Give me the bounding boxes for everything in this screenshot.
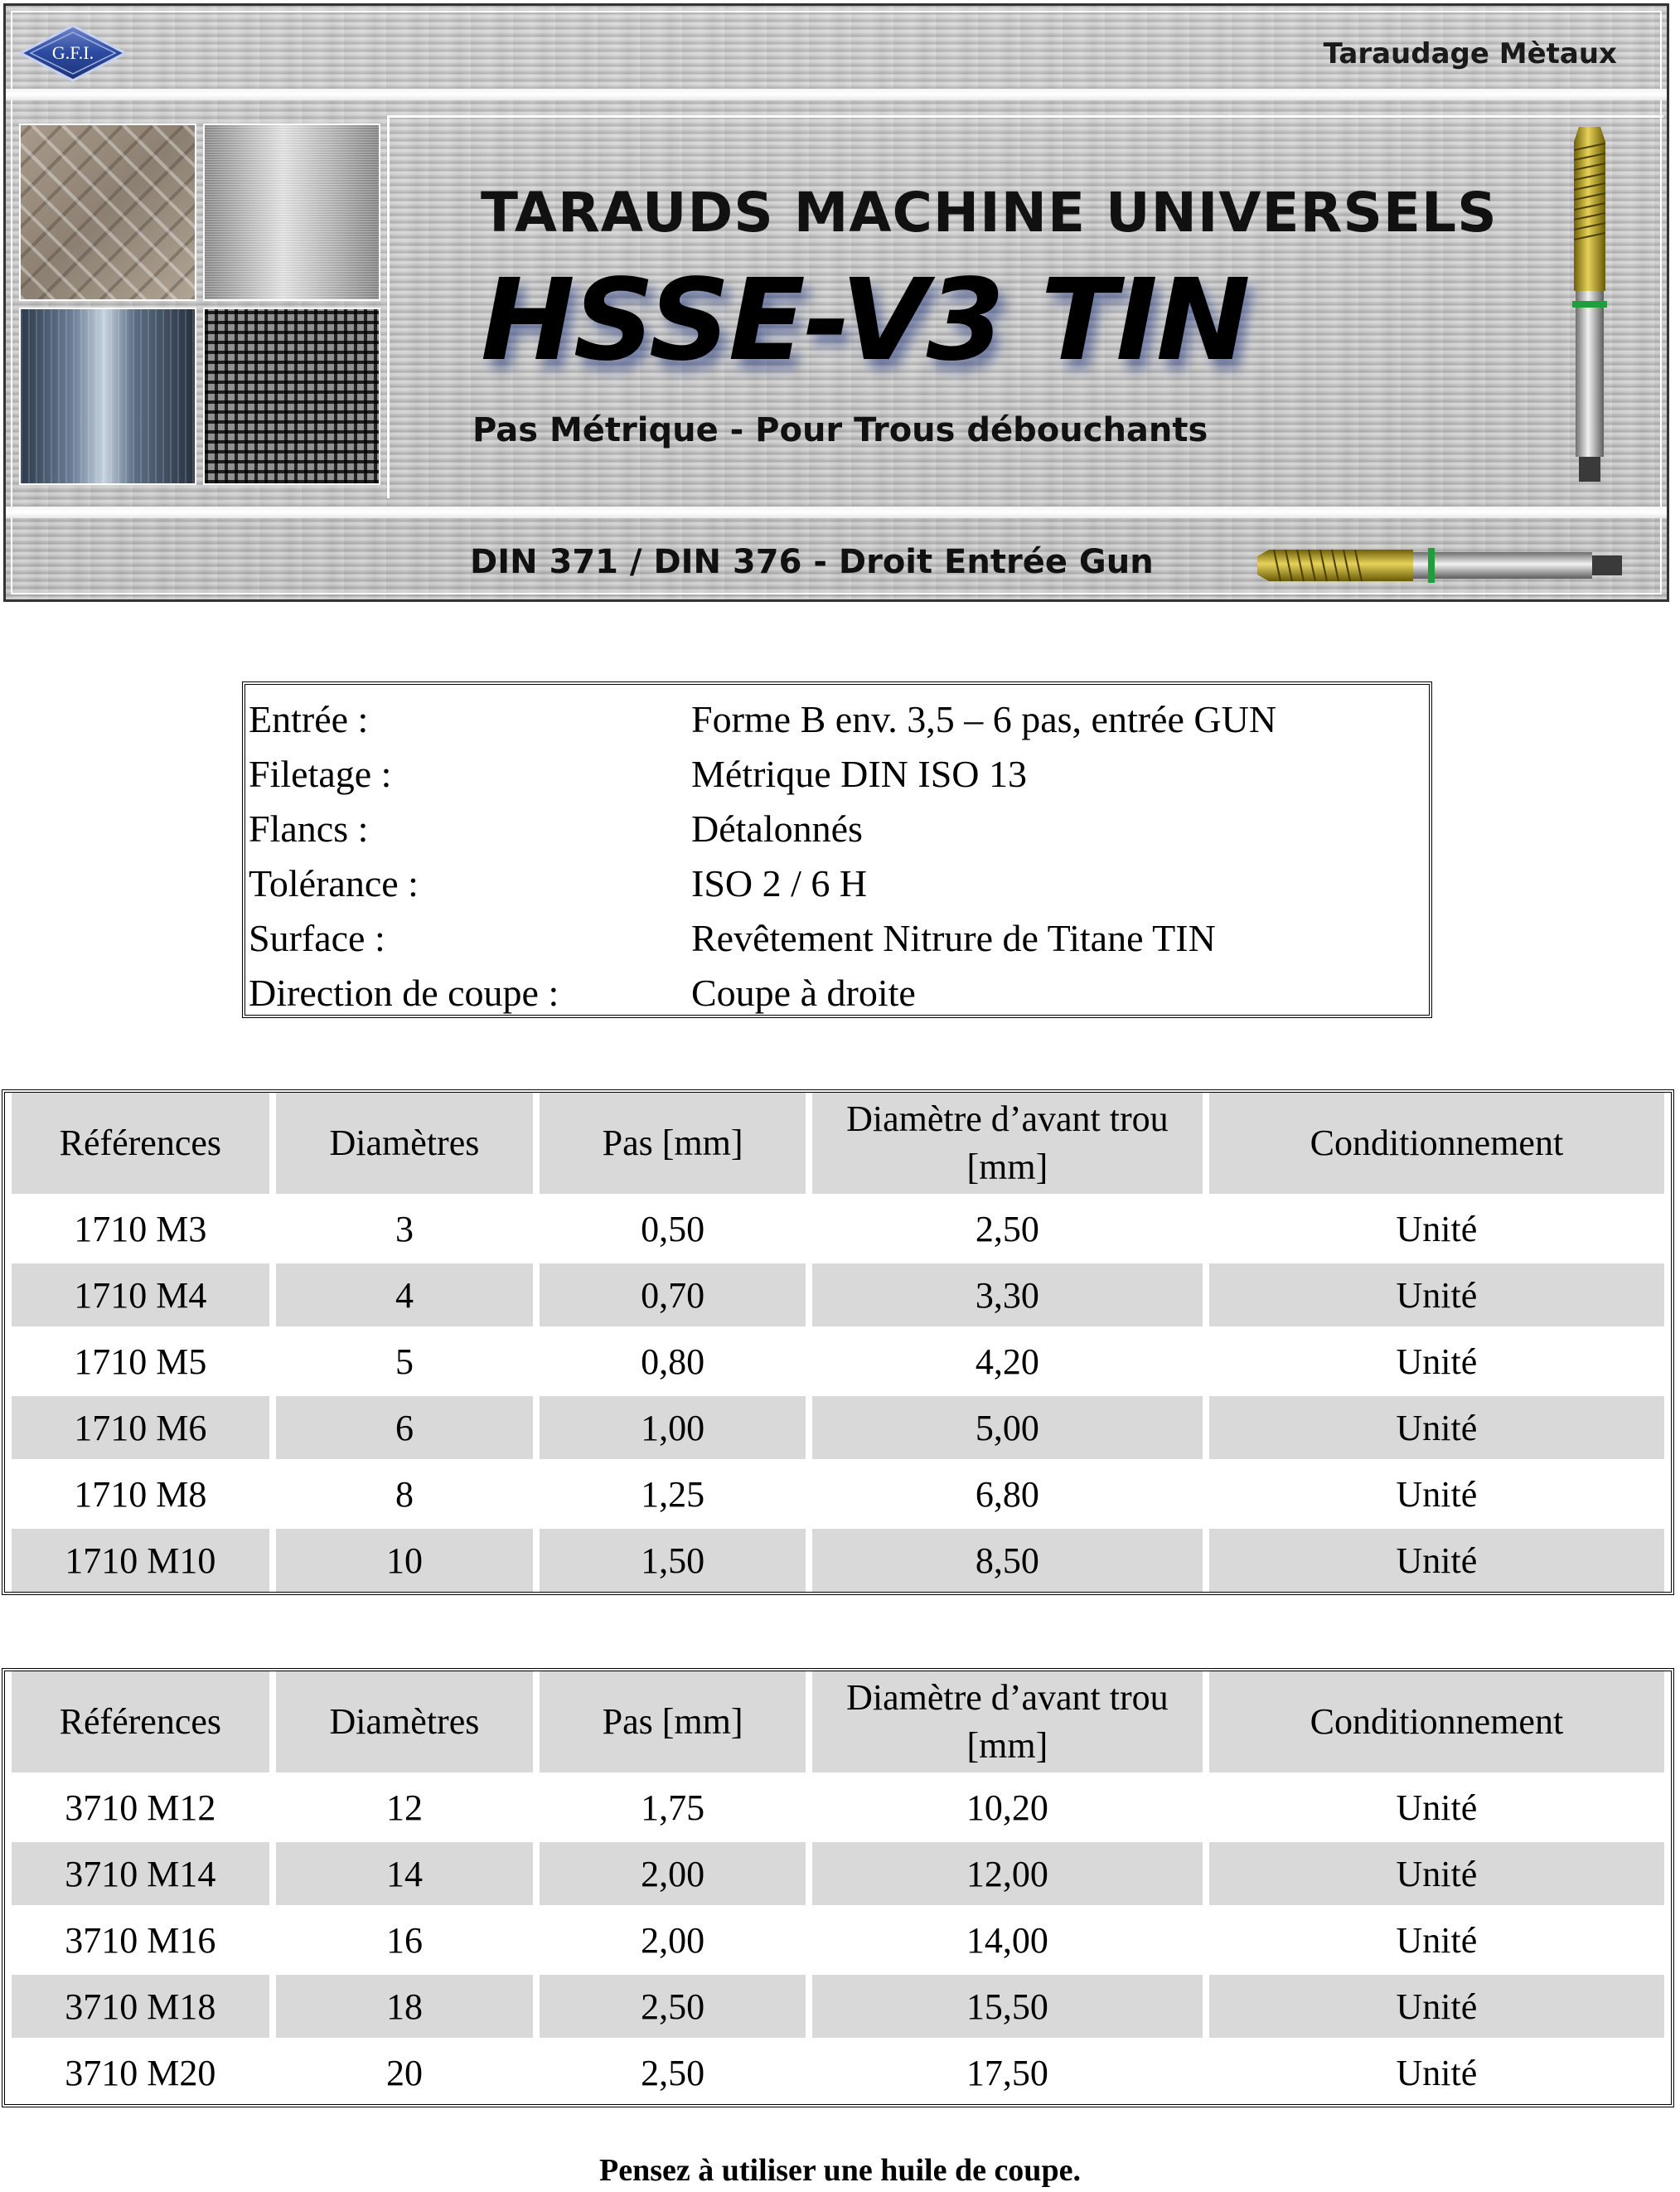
cell-pitch: 1,00 [540,1393,806,1459]
cell-pitch: 2,50 [540,1971,806,2038]
header-pilot-hole: Diamètre d’avant trou [mm] [812,1671,1203,1773]
header-references: Références [12,1671,269,1773]
table-row [12,1839,1664,1905]
spec-value: Métrique DIN ISO 13 [691,752,1027,795]
cell-packaging: Unité [1209,1839,1664,1905]
cell-pitch: 2,50 [540,2038,806,2104]
spec-row [245,801,1429,856]
texture-diamond-plate [19,124,196,301]
spec-row [245,691,1429,746]
cell-pilot-hole: 10,20 [812,1773,1203,1839]
cell-diameter: 5 [276,1326,534,1393]
cell-diameter: 3 [276,1194,534,1260]
cell-pilot-hole: 14,00 [812,1905,1203,1971]
cell-reference: 1710 M4 [12,1260,269,1326]
spec-row [245,746,1429,801]
cell-pilot-hole: 5,00 [812,1393,1203,1459]
cell-pitch: 0,80 [540,1326,806,1393]
cell-packaging: Unité [1209,1971,1664,2038]
cell-packaging: Unité [1209,1393,1664,1459]
cell-reference: 3710 M16 [12,1905,269,1971]
cell-reference: 1710 M5 [12,1326,269,1393]
cell-diameter: 14 [276,1839,534,1905]
cell-pilot-hole: 8,50 [812,1525,1203,1592]
cell-pilot-hole: 4,20 [812,1326,1203,1393]
texture-metal-mesh [203,308,380,485]
header-pilot-hole: Diamètre d’avant trou [mm] [812,1093,1203,1194]
product-subtitle: Pas Métrique - Pour Trous débouchants [472,411,1208,449]
cell-reference: 3710 M20 [12,2038,269,2104]
horizontal-tap-icon [1256,543,1625,588]
cell-packaging: Unité [1209,1905,1664,1971]
cell-pitch: 2,00 [540,1839,806,1905]
specifications-box [242,681,1432,1018]
texture-brushed-steel [203,124,380,301]
header-diameters: Diamètres [276,1671,534,1773]
spec-value: Coupe à droite [691,971,916,1014]
spec-value: ISO 2 / 6 H [691,861,868,904]
product-table-1710 [2,1089,1674,1595]
banner-divider-top [6,89,1667,100]
cell-pitch: 2,00 [540,1905,806,1971]
cell-pitch: 1,50 [540,1525,806,1592]
cell-pilot-hole: 17,50 [812,2038,1203,2104]
cell-diameter: 4 [276,1260,534,1326]
cell-packaging: Unité [1209,1326,1664,1393]
spec-value: Revêtement Nitrure de Titane TIN [691,916,1216,959]
header-packaging: Conditionnement [1209,1671,1664,1773]
cell-reference: 3710 M14 [12,1839,269,1905]
header-pitch: Pas [mm] [540,1671,806,1773]
table-row [12,2038,1664,2104]
cell-pilot-hole: 2,50 [812,1194,1203,1260]
header-diameters: Diamètres [276,1093,534,1194]
cell-pilot-hole: 3,30 [812,1260,1203,1326]
table-row [12,1260,1664,1326]
header-packaging: Conditionnement [1209,1093,1664,1194]
table-row [12,1971,1664,2038]
cell-pitch: 0,70 [540,1260,806,1326]
cell-pilot-hole: 12,00 [812,1839,1203,1905]
cell-reference: 3710 M12 [12,1773,269,1839]
table-row [12,1459,1664,1525]
texture-blue-steel [19,308,196,485]
table-header-row [12,1671,1664,1773]
product-family-title: TARAUDS MACHINE UNIVERSELS [481,181,1498,245]
spec-row [245,965,1429,1020]
spec-value: Forme B env. 3,5 – 6 pas, entrée GUN [691,697,1277,740]
cell-packaging: Unité [1209,1525,1664,1592]
cell-diameter: 12 [276,1773,534,1839]
spec-value: Détalonnés [691,807,863,850]
spec-label: Direction de coupe : [249,971,559,1014]
cell-diameter: 16 [276,1905,534,1971]
cell-packaging: Unité [1209,1459,1664,1525]
cell-pitch: 1,25 [540,1459,806,1525]
table-row [12,1393,1664,1459]
cell-packaging: Unité [1209,1194,1664,1260]
table-row [12,1905,1664,1971]
spec-label: Filetage : [249,752,392,795]
cell-reference: 3710 M18 [12,1971,269,2038]
cell-pitch: 0,50 [540,1194,806,1260]
cell-diameter: 10 [276,1525,534,1592]
header-pitch: Pas [mm] [540,1093,806,1194]
table-row [12,1773,1664,1839]
footer-note: Pensez à utiliser une huile de coupe. [599,2153,1081,2188]
cell-diameter: 8 [276,1459,534,1525]
cell-diameter: 18 [276,1971,534,2038]
cell-reference: 1710 M10 [12,1525,269,1592]
table-row [12,1525,1664,1592]
cell-pitch: 1,75 [540,1773,806,1839]
cell-pilot-hole: 6,80 [812,1459,1203,1525]
table-header-row [12,1093,1664,1194]
cell-reference: 1710 M6 [12,1393,269,1459]
cell-diameter: 20 [276,2038,534,2104]
table-row [12,1326,1664,1393]
spec-label: Surface : [249,916,385,959]
cell-diameter: 6 [276,1393,534,1459]
spec-label: Flancs : [249,807,369,850]
table-row [12,1194,1664,1260]
header-banner [3,3,1669,602]
product-title: HSSE-V3 TIN [481,255,1249,386]
gfi-logo [19,24,127,82]
spec-row [245,910,1429,965]
spec-row [245,856,1429,910]
standards-line: DIN 371 / DIN 376 - Droit Entrée Gun [470,543,1154,581]
banner-divider-bottom [6,507,1667,518]
cell-packaging: Unité [1209,1773,1664,1839]
vertical-tap-icon [1564,125,1615,483]
cell-pilot-hole: 15,50 [812,1971,1203,2038]
cell-packaging: Unité [1209,1260,1664,1326]
cell-reference: 1710 M3 [12,1194,269,1260]
title-panel [387,115,1663,498]
header-references: Références [12,1093,269,1194]
cell-packaging: Unité [1209,2038,1664,2104]
top-right-label: Taraudage Mètaux [1323,37,1617,70]
product-table-3710 [2,1668,1674,2107]
logo-text: G.F.I. [51,42,94,63]
cell-reference: 1710 M8 [12,1459,269,1525]
spec-label: Tolérance : [249,861,419,904]
spec-label: Entrée : [249,697,369,740]
